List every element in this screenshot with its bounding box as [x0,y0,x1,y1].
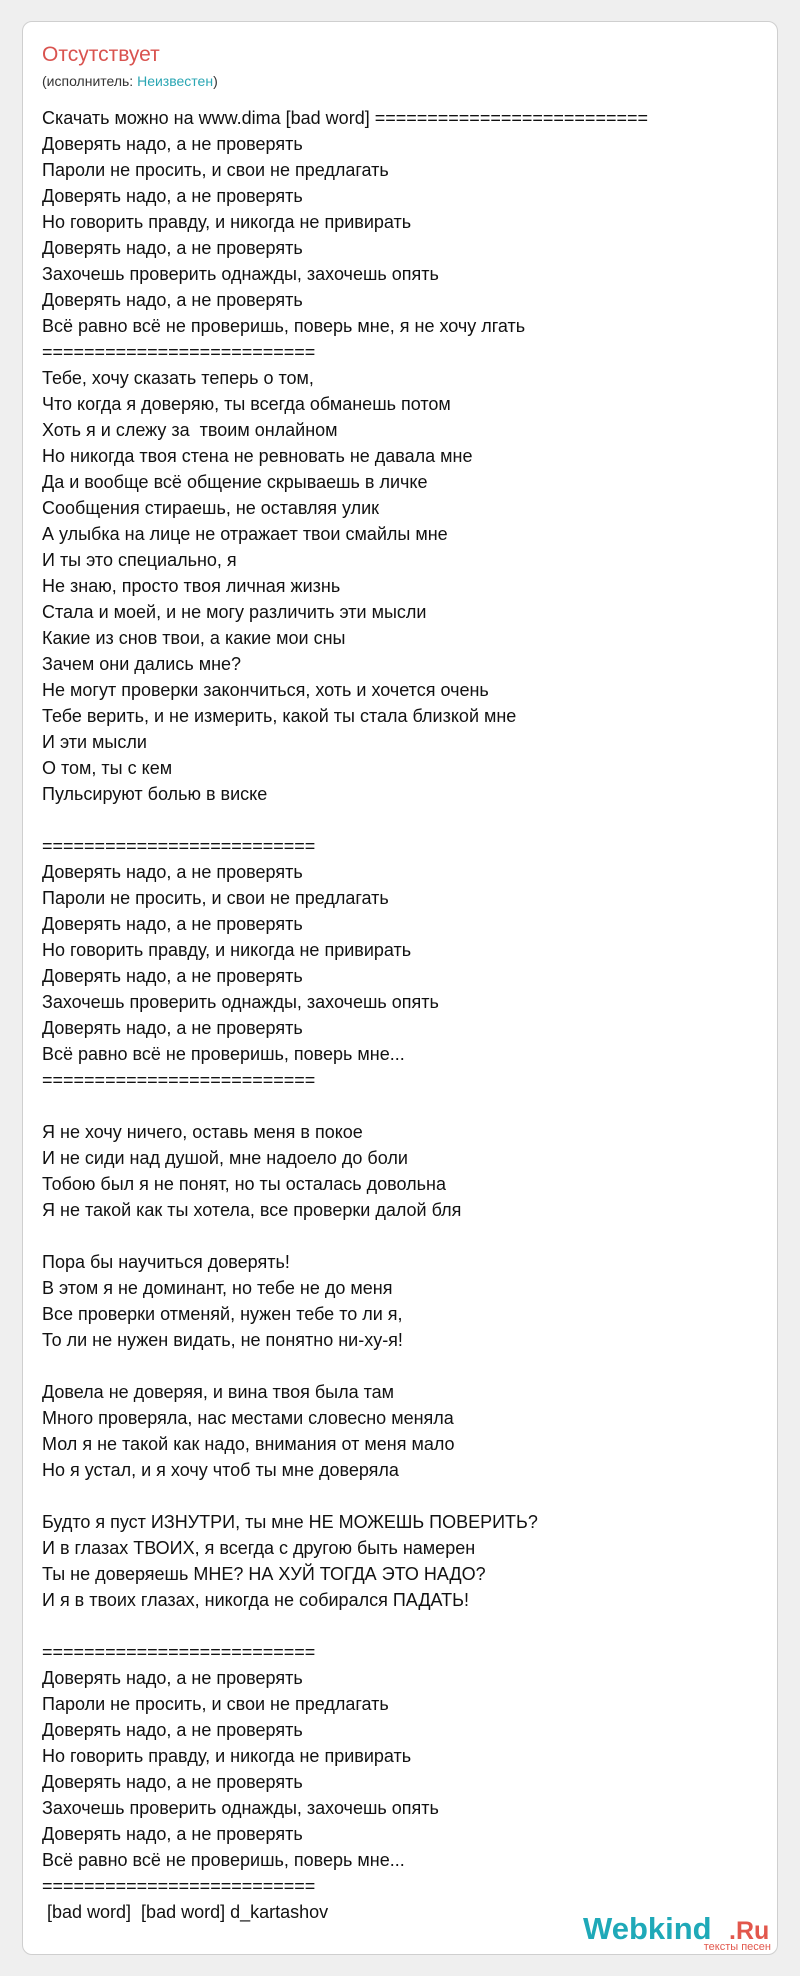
lyric-line: Доверять надо, а не проверять [42,186,303,206]
logo-tagline: тексты песен [703,1941,771,1952]
lyric-line: Какие из снов твои, а какие мои сны [42,628,346,648]
lyric-line: Доверять надо, а не проверять [42,1668,303,1688]
lyric-line: Доверять надо, а не проверять [42,1720,303,1740]
lyric-line: Захочешь проверить однажды, захочешь опять [42,992,439,1012]
lyric-line: Доверять надо, а не проверять [42,966,303,986]
lyric-line: Я не такой как ты хотела, все проверки далой бля [42,1200,462,1220]
lyric-line: Доверять надо, а не проверять [42,290,303,310]
lyric-line: Да и вообще всё общение скрываешь в личке [42,472,428,492]
logo-name: Webkind [583,1911,712,1946]
lyric-line: Довела не доверяя, и вина твоя была там [42,1382,395,1402]
logo-tld: .Ru [729,1917,770,1945]
lyric-line: Пароли не просить, и свои не предлагать [42,1694,389,1714]
lyric-line: Ты не доверяешь МНЕ? НА ХУЙ ТОГДА ЭТО НАДО? [42,1564,486,1584]
lyric-line: Но говорить правду, и никогда не привирать [42,212,412,232]
lyric-line: Много проверяла, нас местами словесно меняла [42,1408,454,1428]
lyric-line: Захочешь проверить однажды, захочешь опять [42,264,439,284]
lyric-line: Что когда я доверяю, ты всегда обманешь потом [42,394,451,414]
lyric-line: Доверять надо, а не проверять [42,134,303,154]
lyric-line: Не могут проверки закончиться, хоть и хочется очень [42,680,489,700]
webkind-logo[interactable] [583,1908,773,1952]
lyric-line: Всё равно всё не проверишь, поверь мне... [42,1850,405,1870]
lyric-line: Мол я не такой как надо, внимания от меня мало [42,1434,455,1454]
lyric-line: Не знаю, просто твоя личная жизнь [42,576,341,596]
lyric-line: Но я устал, и я хочу чтоб ты мне доверяла [42,1460,399,1480]
lyric-line [42,1613,742,1639]
lyric-line: Доверять надо, а не проверять [42,1772,303,1792]
lyric-line: Пульсируют болью в виске [42,784,268,804]
lyric-line: ========================== [42,1070,316,1090]
lyric-line: [bad word] [bad word] d_kartashov [42,1902,329,1922]
lyric-line: О том, ты с кем [42,758,173,778]
lyric-line [42,1093,742,1119]
lyric-line: Доверять надо, а не проверять [42,238,303,258]
lyric-line: И не сиди над душой, мне надоело до боли [42,1148,408,1168]
lyric-line: Но говорить правду, и никогда не привирать [42,1746,412,1766]
lyric-line: Захочешь проверить однажды, захочешь опять [42,1798,439,1818]
artist-prefix: (исполнитель: [42,73,138,89]
lyric-line: Тобою был я не понят, но ты осталась довольна [42,1174,446,1194]
lyric-line: Будто я пуст ИЗНУТРИ, ты мне НЕ МОЖЕШЬ ПОВЕРИТЬ? [42,1512,538,1532]
lyric-line: ========================== [42,342,316,362]
lyric-line: И в глазах ТВОИХ, я всегда с другою быть намерен [42,1538,476,1558]
lyric-line: Тебе, хочу сказать теперь о том, [42,368,314,388]
lyric-line: В этом я не доминант, но тебе не до меня [42,1278,393,1298]
lyric-line: И эти мысли [42,732,147,752]
lyric-line: ========================== [42,1876,316,1896]
lyric-line: Хоть я и слежу за твоим онлайном [42,420,338,440]
lyric-line: Стала и моей, и не могу различить эти мысли [42,602,427,622]
lyric-line: И ты это специально, я [42,550,237,570]
lyric-line: Доверять надо, а не проверять [42,1824,303,1844]
lyric-line: Пора бы научиться доверять! [42,1252,290,1272]
lyric-line [42,1353,742,1379]
lyric-line: Зачем они дались мне? [42,654,242,674]
lyric-line: Пароли не просить, и свои не предлагать [42,160,389,180]
lyric-line: Пароли не просить, и свои не предлагать [42,888,389,908]
lyric-line [42,1223,742,1249]
lyric-line [42,1483,742,1509]
lyric-line: Но никогда твоя стена не ревновать не давала мне [42,446,473,466]
song-title: Отсутствует [42,43,160,66]
artist-link[interactable]: Неизвестен [137,73,214,89]
lyric-line: Все проверки отменяй, нужен тебе то ли я, [42,1304,403,1324]
lyric-line: Доверять надо, а не проверять [42,914,303,934]
lyric-line: Тебе верить, и не измерить, какой ты стала близкой мне [42,706,517,726]
lyrics-text [42,105,742,1925]
lyric-line: И я в твоих глазах, никогда не собирался ПАДАТЬ! [42,1590,469,1610]
artist-suffix: ) [213,73,218,89]
lyric-line: То ли не нужен видать, не понятно ни-ху-я! [42,1330,403,1350]
artist-line [42,72,218,90]
lyric-line: Всё равно всё не проверишь, поверь мне, я не хочу лгать [42,316,526,336]
lyric-line: А улыбка на лице не отражает твои смайлы мне [42,524,448,544]
lyric-line: Сообщения стираешь, не оставляя улик [42,498,380,518]
lyric-line: Скачать можно на www.dima [bad word] ========================== [42,108,649,128]
lyric-line: Доверять надо, а не проверять [42,862,303,882]
lyric-line: Доверять надо, а не проверять [42,1018,303,1038]
lyric-line: ========================== [42,836,316,856]
lyric-line: Но говорить правду, и никогда не привирать [42,940,412,960]
lyric-line: Я не хочу ничего, оставь меня в покое [42,1122,363,1142]
lyric-line: ========================== [42,1642,316,1662]
lyric-line: Всё равно всё не проверишь, поверь мне... [42,1044,405,1064]
lyric-line [42,807,742,833]
